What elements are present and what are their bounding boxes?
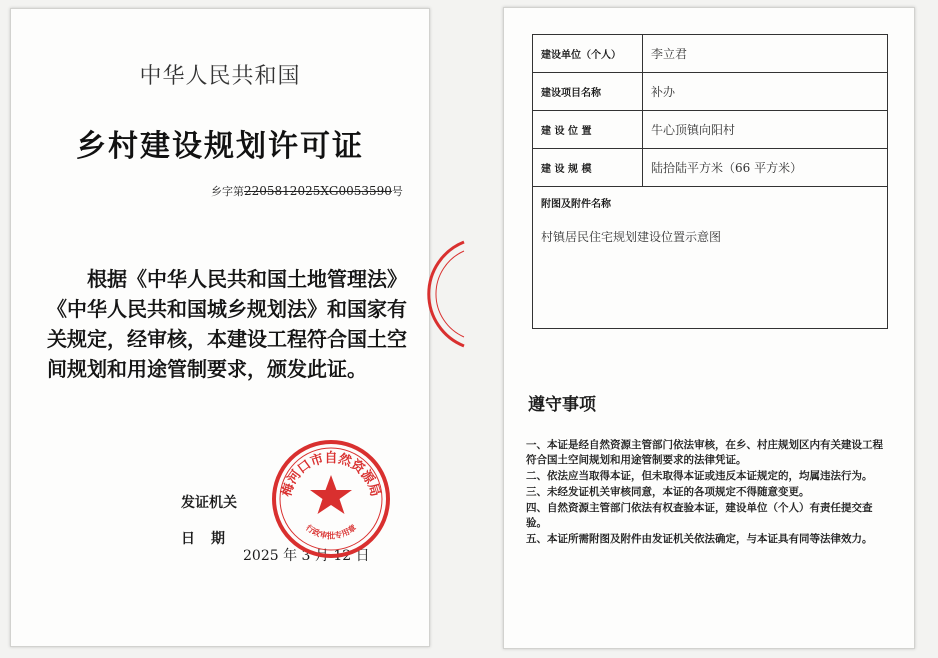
- rule-item: 四、自然资源主管部门依法有权查验本证，建设单位（个人）有责任提交查验。: [526, 502, 873, 529]
- rule-item: 五、本证所需附图及附件由发证机关依法确定，与本证具有同等法律效力。: [526, 533, 873, 545]
- permit-title: 乡村建设规划许可证: [76, 129, 364, 164]
- permit-back-page: [503, 7, 915, 649]
- date-label: 日 期: [181, 531, 226, 547]
- rule-item: 二、依法应当取得本证，但未取得本证或违反本证规定的，均属违法行为。: [526, 470, 873, 482]
- construction-info-table: [532, 34, 888, 329]
- rule-item: 一、本证是经自然资源主管部门依法审核，在乡、村庄规划区内有关建设工程符合国土空间规划和用途管制要求的法律凭证。: [526, 439, 883, 466]
- attachment-cell: [533, 187, 888, 329]
- rules-list: [526, 438, 892, 548]
- attachment-row: [533, 187, 888, 329]
- attachment-label: 附图及附件名称: [541, 199, 611, 210]
- attachment-value: 村镇居民住宅规划建设位置示意图: [541, 230, 722, 244]
- issue-date: 2025 年 3 月 12 日: [243, 548, 370, 564]
- row-value: 补办: [643, 73, 888, 111]
- seal-text: 梅河口市自然资源局: [279, 451, 383, 499]
- official-seal-icon: [269, 437, 393, 561]
- rule-item: 三、未经发证机关审核同意，本证的各项规定不得随意变更。: [526, 486, 810, 498]
- row-label: 建 设 位 置: [533, 111, 643, 149]
- svg-text:行政审批专用章: [304, 522, 358, 540]
- country-name: 中华人民共和国: [139, 64, 301, 89]
- row-value: 李立君: [643, 35, 888, 73]
- table-row: [533, 73, 888, 111]
- row-value: 牛心顶镇向阳村: [643, 111, 888, 149]
- table-row: [533, 149, 888, 187]
- table-row: [533, 111, 888, 149]
- permit-front-page: [10, 8, 430, 647]
- serial-suffix: 号: [391, 185, 403, 198]
- serial-line: [211, 183, 403, 199]
- row-label: 建设单位（个人）: [533, 35, 643, 73]
- row-label: 建 设 规 模: [533, 149, 643, 187]
- seal-subtext: 行政审批专用章: [304, 523, 358, 541]
- serial-prefix: 乡字第: [211, 185, 244, 198]
- rules-title: 遵守事项: [528, 395, 596, 415]
- issuer-label: 发证机关: [181, 495, 237, 511]
- cross-page-seal-icon: [420, 236, 468, 352]
- row-label: 建设项目名称: [533, 73, 643, 111]
- permit-body-text: 根据《中华人民共和国土地管理法》《中华人民共和国城乡规划法》和国家有关规定，经审核，本建设工程符合国土空间规划和用途管制要求，颁发此证。: [47, 267, 407, 381]
- row-value: 陆拾陆平方米（66 平方米）: [643, 149, 888, 187]
- serial-number: 2205812025XG0053590: [244, 184, 392, 198]
- table-row: [533, 35, 888, 73]
